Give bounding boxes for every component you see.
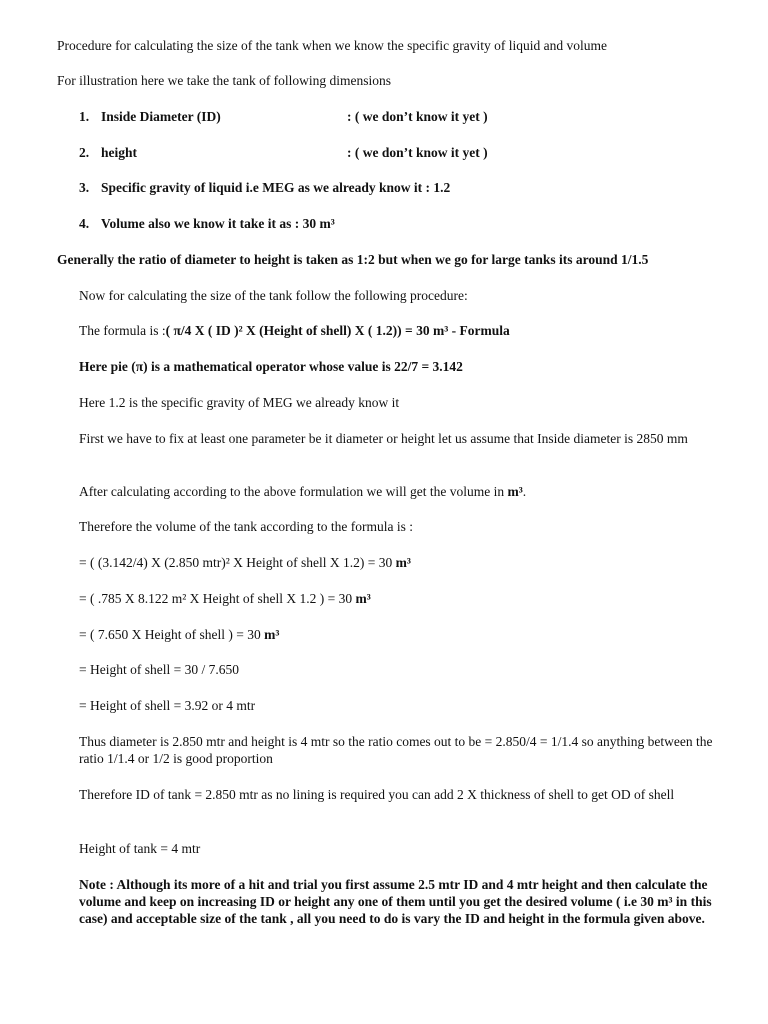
specific-gravity-line: Here 1.2 is the specific gravity of MEG we already know it [79, 395, 400, 410]
note-paragraph: Note : Although its more of a hit and trial you first assume 2.5 mtr ID and 4 mtr height and then calculate the volume and keep on increasing ID or height any one of them until you get the desired volume ( i.e 30 m³ in this case) and acceptable size of the tank , all you need to do is vary the ID and height in the formula given above. [79, 877, 712, 926]
therefore-line: Therefore the volume of the tank according to the formula is : [79, 519, 414, 534]
equation-4: = Height of shell = 30 / 7.650 [79, 662, 239, 677]
equation-2 [79, 590, 371, 607]
calc-prefix: After calculating according to the above formulation we will get the volume in [79, 484, 508, 499]
equation-1 [79, 554, 411, 571]
formula-line [79, 322, 510, 339]
intro-line: Procedure for calculating the size of the tank when we know the specific gravity of liquid and volume [57, 38, 607, 53]
list-text: Specific gravity of liquid i.e MEG as we already know it : 1.2 [101, 180, 451, 195]
list-item-2 [79, 144, 488, 161]
equation-unit: m³ [395, 555, 411, 570]
equation-unit: m³ [264, 627, 280, 642]
assume-paragraph: First we have to fix at least one parameter be it diameter or height let us assume that Inside diameter is 2850 mm [79, 431, 688, 446]
ratio-note: Generally the ratio of diameter to height is taken as 1:2 but when we go for large tanks its around 1/1.5 [57, 252, 649, 267]
equation-5: = Height of shell = 3.92 or 4 mtr [79, 698, 256, 713]
calc-unit: m³ [507, 484, 523, 499]
list-item-4 [79, 215, 335, 232]
calculation-line [79, 483, 526, 500]
thus-paragraph: Thus diameter is 2.850 mtr and height is 4 mtr so the ratio comes out to be = 2.850/4 = 1/1.4 so anything between the ratio 1/1.4 or 1/2 is good proportion [79, 734, 713, 766]
list-text: Volume also we know it take it as : 30 m³ [101, 216, 335, 231]
list-item-1 [79, 108, 488, 125]
list-number: 3. [79, 180, 90, 195]
formula-bold: ( π/4 X ( ID )² X (Height of shell) X ( 1.2)) = 30 m³ - Formula [165, 323, 510, 338]
formula-prefix: The formula is : [79, 323, 166, 338]
calc-suffix: . [522, 484, 527, 499]
list-label: Inside Diameter (ID) [101, 109, 221, 124]
equation-unit: m³ [355, 591, 371, 606]
list-value: : ( we don’t know it yet ) [347, 109, 488, 124]
list-item-3 [79, 179, 450, 196]
illustration-line: For illustration here we take the tank of following dimensions [57, 73, 392, 88]
equation-text: = ( 7.650 X Height of shell ) = 30 [79, 627, 265, 642]
pie-definition: Here pie (π) is a mathematical operator whose value is 22/7 = 3.142 [79, 359, 463, 374]
equation-3 [79, 626, 279, 643]
list-number: 4. [79, 216, 90, 231]
equation-text: = ( (3.142/4) X (2.850 mtr)² X Height of shell X 1.2) = 30 [79, 555, 396, 570]
equation-text: = ( .785 X 8.122 m² X Height of shell X 1.2 ) = 30 [79, 591, 356, 606]
procedure-intro: Now for calculating the size of the tank follow the following procedure: [79, 288, 468, 303]
list-number: 2. [79, 145, 90, 160]
list-value: : ( we don’t know it yet ) [347, 145, 488, 160]
id-paragraph: Therefore ID of tank = 2.850 mtr as no lining is required you can add 2 X thickness of shell to get OD of shell [79, 787, 675, 802]
height-line: Height of tank = 4 mtr [79, 841, 201, 856]
list-label: height [101, 145, 138, 160]
list-number: 1. [79, 109, 90, 124]
